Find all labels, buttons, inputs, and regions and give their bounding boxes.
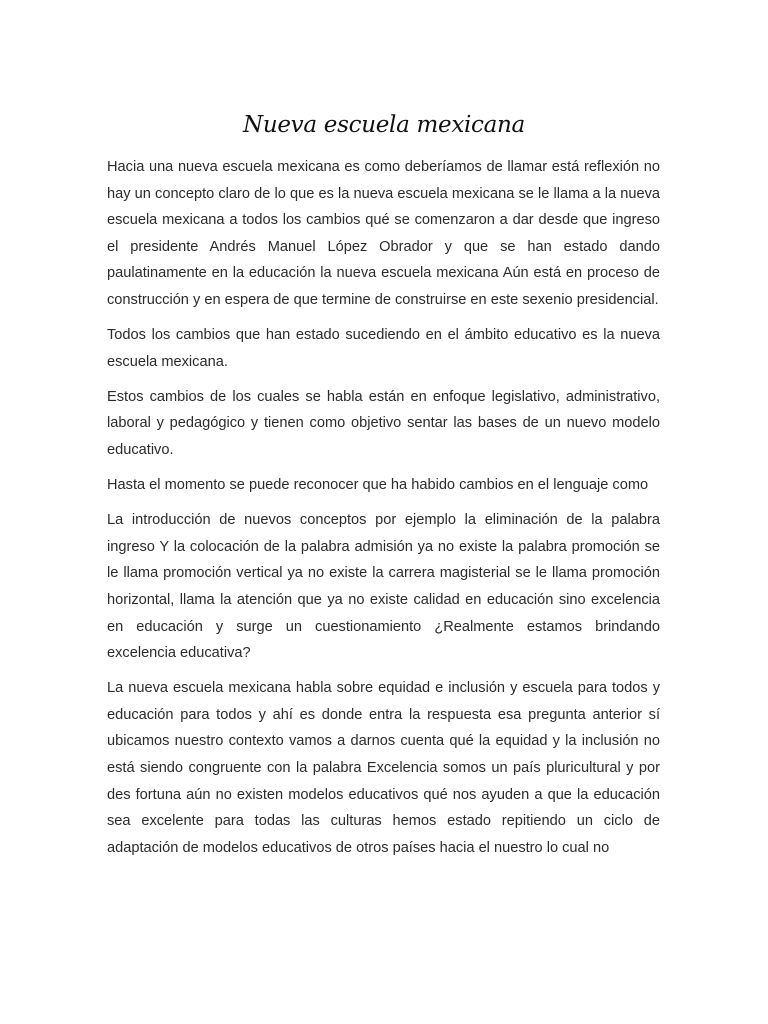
paragraph-6: La nueva escuela mexicana habla sobre equidad e inclusión y escuela para todos y educación para todos y ahí es donde entra la respuesta esa pregunta anterior sí ubicamos nuestro contexto vamos a darnos cuenta qué la equidad y la inclusión no está siendo congruente con la palabra Excelencia somos un país pluricultural y por des fortuna aún no existen modelos educativos qué nos ayuden a que la educación sea excelente para todas las culturas hemos estado repitiendo un ciclo de adaptación de modelos educativos de otros países hacia el nuestro lo cual no	[107, 680, 660, 856]
paragraph-2: Todos los cambios que han estado sucediendo en el ámbito educativo es la nueva escuela mexicana.	[107, 327, 660, 370]
document-title: Nueva escuela mexicana	[243, 112, 525, 138]
paragraph-1: Hacia una nueva escuela mexicana es como deberíamos de llamar está reflexión no hay un concepto claro de lo que es la nueva escuela mexicana se le llama a la nueva escuela mexicana a todos los cambios qué se comenzaron a dar desde que ingreso el presidente Andrés Manuel López Obrador y que se han estado dando paulatinamente en la educación la nueva escuela mexicana Aún está en proceso de construcción y en espera de que termine de construirse en este sexenio presidencial.	[107, 159, 660, 308]
paragraph-5: La introducción de nuevos conceptos por ejemplo la eliminación de la palabra ingreso Y la colocación de la palabra admisión ya no existe la palabra promoción se le llama promoción vertical ya no existe la carrera magisterial se le llama promoción horizontal, llama la atención que ya no existe calidad en educación sino excelencia en educación y surge un cuestionamiento ¿Realmente estamos brindando excelencia educativa?	[107, 512, 660, 662]
paragraph-3: Estos cambios de los cuales se habla están en enfoque legislativo, administrativo, laboral y pedagógico y tienen como objetivo sentar las bases de un nuevo modelo educativo.	[107, 388, 660, 458]
paragraph-4: Hasta el momento se puede reconocer que ha habido cambios en el lenguaje como	[107, 477, 649, 494]
document-body	[107, 154, 660, 870]
